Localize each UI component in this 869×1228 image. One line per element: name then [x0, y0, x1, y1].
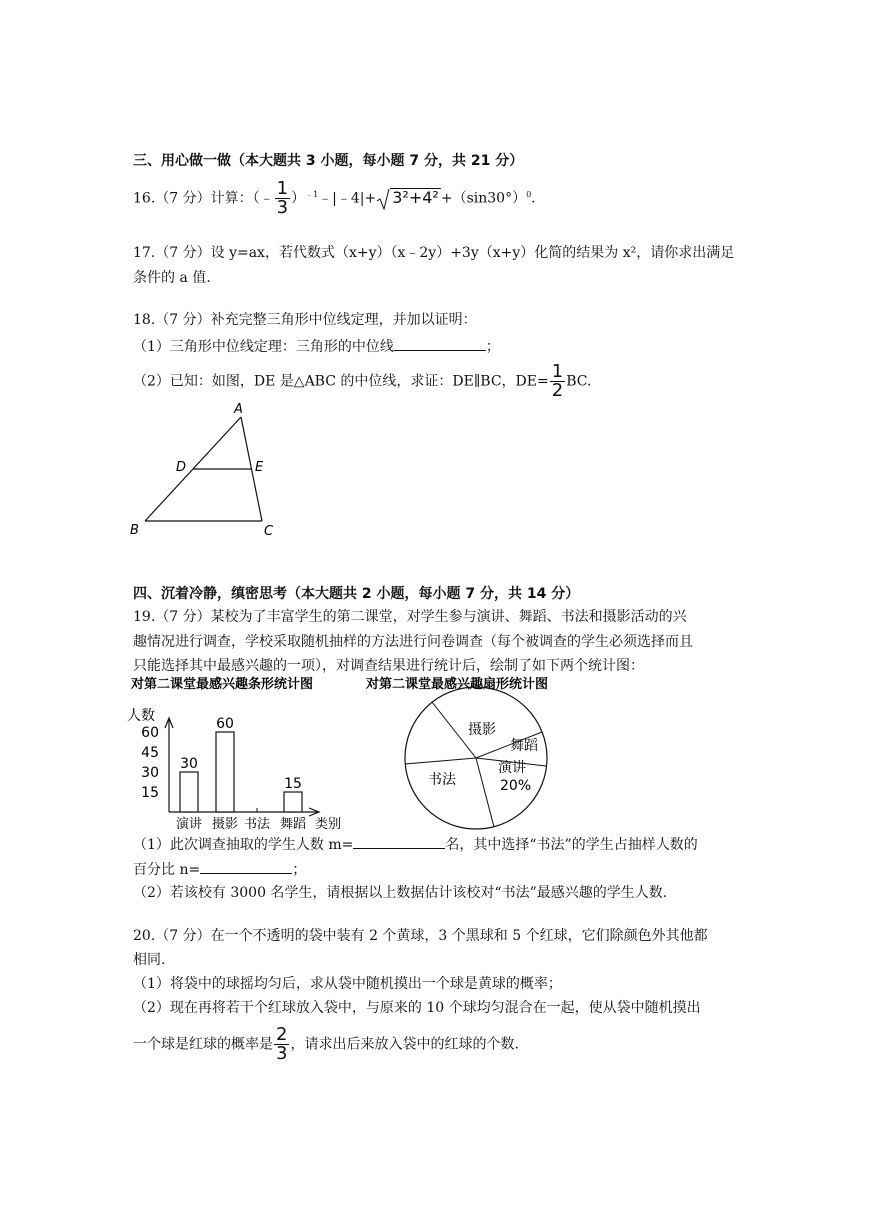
q18-given: （2）已知：如图，DE 是△ABC 的中位线，求证：DE∥BC，DE= [133, 373, 549, 390]
q16-end: . [531, 190, 536, 207]
q16-fraction [275, 180, 290, 217]
q16-exponent-neg1: ﹣1 [305, 189, 319, 199]
q16-suffix: +（sin30°） [440, 190, 527, 207]
q16-frac-den: 3 [276, 197, 289, 218]
q20-frac-num: 2 [276, 1024, 288, 1045]
q18-frac-den: 2 [551, 380, 564, 401]
q19-line-1: 19.（7 分）某校为了丰富学生的第二课堂，对学生参与演讲、舞蹈、书法和摄影活动的兴 [133, 609, 687, 625]
q18-frac-num: 1 [551, 361, 564, 382]
bar-category-label: 演讲 [175, 817, 203, 832]
q18-line2-end: ； [485, 339, 500, 355]
q20-fraction [274, 1026, 289, 1063]
q20-line-4: （2）现在再将若干个红球放入袋中，与原来的 10 个球均匀混合在一起，使从袋中随机摸出 [133, 1000, 701, 1016]
q16-frac-num: 1 [276, 178, 289, 199]
section-3-heading: 三、用心做一做（本大题共 3 小题，每小题 7 分，共 21 分） [133, 153, 524, 169]
triangle-figure [125, 398, 285, 543]
q19-subquestion-1 [133, 834, 698, 855]
bar-chart-ytick-label: 15 [141, 785, 159, 801]
pie-label-dance: 舞蹈 [510, 738, 538, 754]
question-16 [133, 180, 536, 217]
q19-q1-mid: 名，其中选择“书法”的学生占抽样人数的 [445, 837, 698, 853]
section-4-heading: 四、沉着冷静，缜密思考（本大题共 2 小题，每小题 7 分，共 14 分） [133, 586, 580, 602]
bar-category-label: 书法 [243, 817, 271, 832]
q17-line-2: 条件的 a 值. [133, 270, 211, 286]
q18-fraction [550, 363, 565, 400]
q20-line-3: （1）将袋中的球摇均匀后，求从袋中随机摸出一个球是黄球的概率； [133, 976, 562, 992]
q19-subquestion-1-line-2 [133, 859, 306, 880]
point-e-label: E [255, 460, 264, 475]
q16-sqrt [376, 188, 441, 208]
bar-3 [284, 792, 302, 812]
q20-line5-suffix: ，请求出后来放入袋中的红球的个数. [290, 1036, 519, 1053]
bar-chart-ytick-label: 30 [141, 765, 159, 781]
bar-chart-xlabel: 类别 [315, 817, 342, 832]
bar-1 [216, 732, 234, 812]
pie-chart-title: 对第二课堂最感兴趣扇形统计图 [366, 677, 549, 692]
bar-value-label: 60 [216, 716, 234, 732]
q18-theorem-prompt: （1）三角形中位线定理：三角形的中位线 [133, 339, 394, 355]
q19-q1-line2: 百分比 n= [133, 862, 201, 878]
q19-q1-end: ； [292, 862, 307, 878]
vertex-a-label: A [234, 402, 243, 417]
bar-chart-ytick-label: 60 [141, 725, 159, 741]
q20-line5-prefix: 一个球是红球的概率是 [133, 1036, 273, 1053]
q16-radicand: 3²+4² [392, 187, 439, 207]
q16-mid: ﹣|﹣4|+ [318, 190, 377, 207]
bar-category-label: 舞蹈 [279, 817, 307, 832]
pie-label-speech-percent: 20% [500, 778, 532, 794]
q19-line-3: 只能选择其中最感兴趣的一项），对调查结果进行统计后，绘制了如下两个统计图： [133, 658, 644, 674]
q19-m-blank[interactable] [353, 834, 445, 849]
bar-value-label: 15 [284, 776, 302, 792]
vertex-c-label: C [264, 524, 274, 539]
q20-line-1: 20.（7 分）在一个不透明的袋中装有 2 个黄球，3 个黑球和 5 个红球，它们除颜色外其他都 [133, 928, 708, 944]
bar-0 [180, 772, 198, 812]
q19-n-blank[interactable] [200, 859, 292, 874]
bar-chart-ytick-label: 45 [141, 745, 159, 761]
bar-chart-ylabel: 人数 [127, 708, 155, 724]
q19-q1-prefix: （1）此次调查抽取的学生人数 m= [133, 837, 354, 853]
q18-answer-blank[interactable] [394, 336, 486, 351]
pie-chart [360, 672, 590, 832]
bar-value-label: 30 [180, 756, 198, 772]
pie-label-photography: 摄影 [468, 722, 496, 738]
q17-line-1: 17.（7 分）设 y=ax，若代数式（x+y）（x﹣2y）+3y（x+y）化简的结果为 x²，请你求出满足 [133, 245, 735, 261]
bar-chart-title: 对第二课堂最感兴趣条形统计图 [131, 677, 314, 692]
q16-paren-close: ） [291, 190, 306, 207]
q19-subquestion-2: （2）若该校有 3000 名学生，请根据以上数据估计该校对“书法”最感兴趣的学生人数. [133, 885, 668, 901]
q18-line-3 [133, 363, 591, 400]
q19-line-2: 趣情况进行调查，学校采取随机抽样的方法进行问卷调查（每个被调查的学生必须选择而且 [133, 634, 693, 650]
q20-frac-den: 3 [276, 1043, 288, 1064]
bar-chart [125, 672, 360, 837]
pie-divider-4 [405, 758, 476, 764]
q18-line-1: 18.（7 分）补充完整三角形中位线定理，并加以证明： [133, 312, 477, 328]
q16-prefix: 16.（7 分）计算：（﹣ [133, 190, 274, 207]
q18-suffix: BC. [566, 373, 592, 390]
q16-exponent-0: 0 [526, 189, 532, 199]
q20-line-2: 相同. [133, 952, 166, 968]
bar-category-label: 摄影 [211, 817, 239, 832]
q20-line-5 [133, 1026, 519, 1063]
pie-label-speech: 演讲 [498, 760, 526, 776]
pie-label-calligraphy: 书法 [428, 772, 456, 788]
q18-line-2 [133, 336, 500, 357]
point-d-label: D [176, 460, 187, 475]
vertex-b-label: B [130, 523, 139, 538]
pie-divider-5 [476, 758, 494, 827]
